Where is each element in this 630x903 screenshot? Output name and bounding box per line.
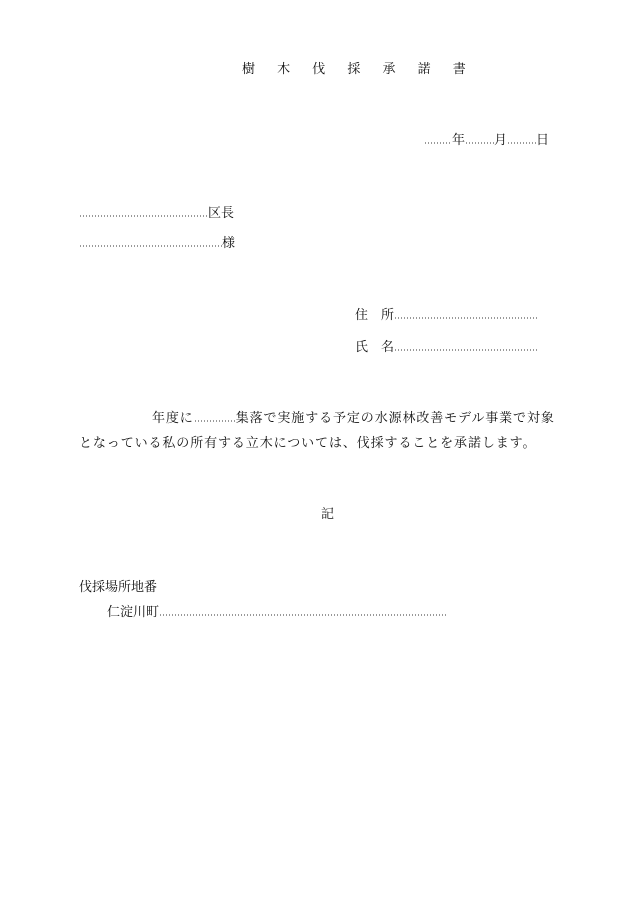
ward-chief-label: 区長 [208,206,235,221]
address-blank [394,317,537,319]
addressee-honorific-line [79,236,235,252]
location-town-line [107,605,448,621]
name-label: 氏 名 [355,340,395,355]
body-line-2: となっている私の所有する立木については、伐採することを承諾します。 [79,436,537,451]
month-label: 月 [494,133,508,148]
fiscal-year-label: 年度に [152,411,194,426]
addressee-ward-chief [79,206,234,222]
address-label: 住 所 [355,308,395,323]
location-heading: 伐採場所地番 [79,580,158,595]
ki-heading: 記 [321,507,335,522]
day-label: 日 [536,133,550,148]
signer-address-line [355,308,537,324]
signer-name-line [355,340,537,356]
document-title: 樹 木 伐 採 承 諾 書 [242,62,475,77]
name-blank [394,349,537,351]
honorific-label: 様 [222,236,236,251]
body-text-1: 集落で実施する予定の水源林改善モデル事業で対象 [235,411,555,426]
month-blank [465,142,494,144]
date-line [424,133,549,149]
lot-number-blank [159,614,448,616]
year-label: 年 [452,133,466,148]
settlement-blank [194,420,236,422]
ward-blank [79,215,208,217]
body-line-1 [152,411,555,427]
year-blank [424,142,452,144]
town-label: 仁淀川町 [107,605,160,620]
day-blank [507,142,536,144]
addressee-name-blank [79,245,222,247]
